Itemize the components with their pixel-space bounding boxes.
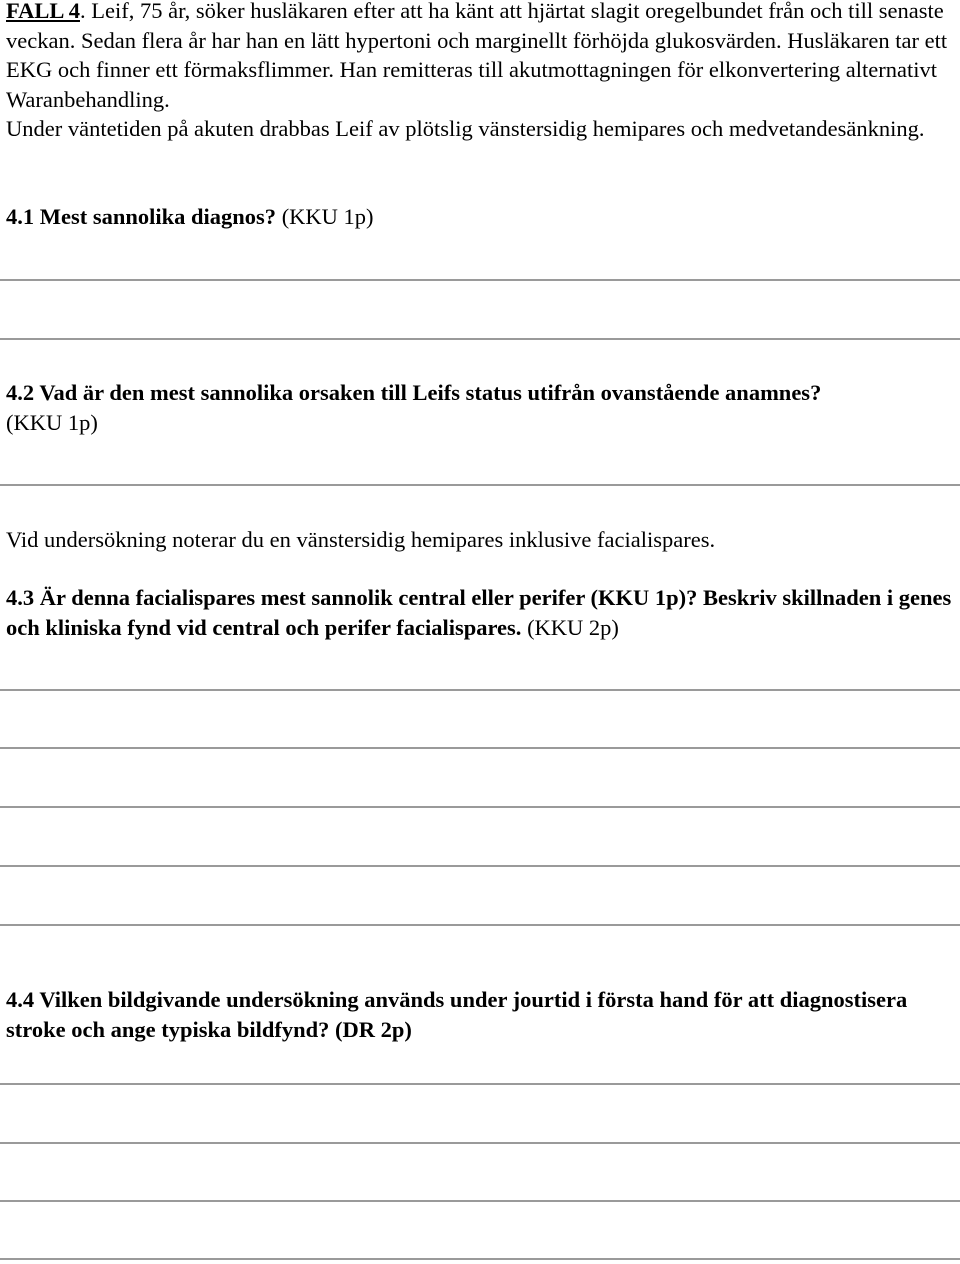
question-4-4 [6,985,954,1044]
answer-line[interactable] [0,806,960,808]
case-sentence-1: . Leif, 75 år, söker husläkaren efter att ha känt att hjärtat slagit oregelbundet från och till senaste veckan. [6,0,944,53]
question-4-3-text-b: ? Beskriv skillnaden i genes och kliniska fynd vid central och perifer facialispares. [6,585,952,640]
answer-line[interactable] [0,1142,960,1144]
answer-line[interactable] [0,1083,960,1085]
answer-line[interactable] [0,1200,960,1202]
question-4-3-text-a: 4.3 Är denna facialispares mest sannolik central eller perifer [6,585,585,610]
answer-line[interactable] [0,338,960,340]
question-4-4-points: (DR 2p) [335,1016,412,1042]
answer-line[interactable] [0,747,960,749]
question-4-2 [6,378,954,437]
question-4-2-text: 4.2 Vad är den mest sannolika orsaken till Leifs status utifrån ovanstående anamnes? [6,380,822,405]
answer-line[interactable] [0,1258,960,1260]
question-4-2-points: (KKU 1p) [6,409,98,435]
question-4-3 [6,583,954,642]
question-4-1 [6,202,954,232]
examination-finding: Vid undersökning noterar du en vänstersidig hemipares inklusive facialispares. [6,527,716,552]
question-4-1-text: 4.1 Mest sannolika diagnos? [6,204,277,229]
case-sentence-5: Under väntetiden på akuten drabbas Leif av plötslig vänstersidig hemipares och medvetandesänkning. [6,116,925,141]
answer-line[interactable] [0,689,960,691]
case-sentence-2: Sedan flera år har han en lätt hypertoni och marginellt förhöjda glukosvärden. [80,27,782,53]
case-description [6,0,954,144]
case-label: FALL 4 [6,0,80,23]
case-sentence-4: Han remitteras till akutmottagningen för elkonvertering alternativt Waranbehandling. [6,57,937,112]
question-4-1-points: (KKU 1p) [281,204,374,229]
answer-line[interactable] [0,924,960,926]
question-4-4-text: 4.4 Vilken bildgivande undersökning används under jourtid i första hand för att diagnostisera stroke och ange typiska bildfynd? [6,987,908,1042]
answer-line[interactable] [0,484,960,486]
question-4-3-points-a: (KKU 1p) [590,585,687,610]
question-4-3-points-b: (KKU 2p) [527,614,619,640]
answer-line[interactable] [0,865,960,867]
answer-line[interactable] [0,279,960,281]
case-sentence-3: Husläkaren tar ett EKG och finner ett förmaksflimmer. [6,27,948,82]
